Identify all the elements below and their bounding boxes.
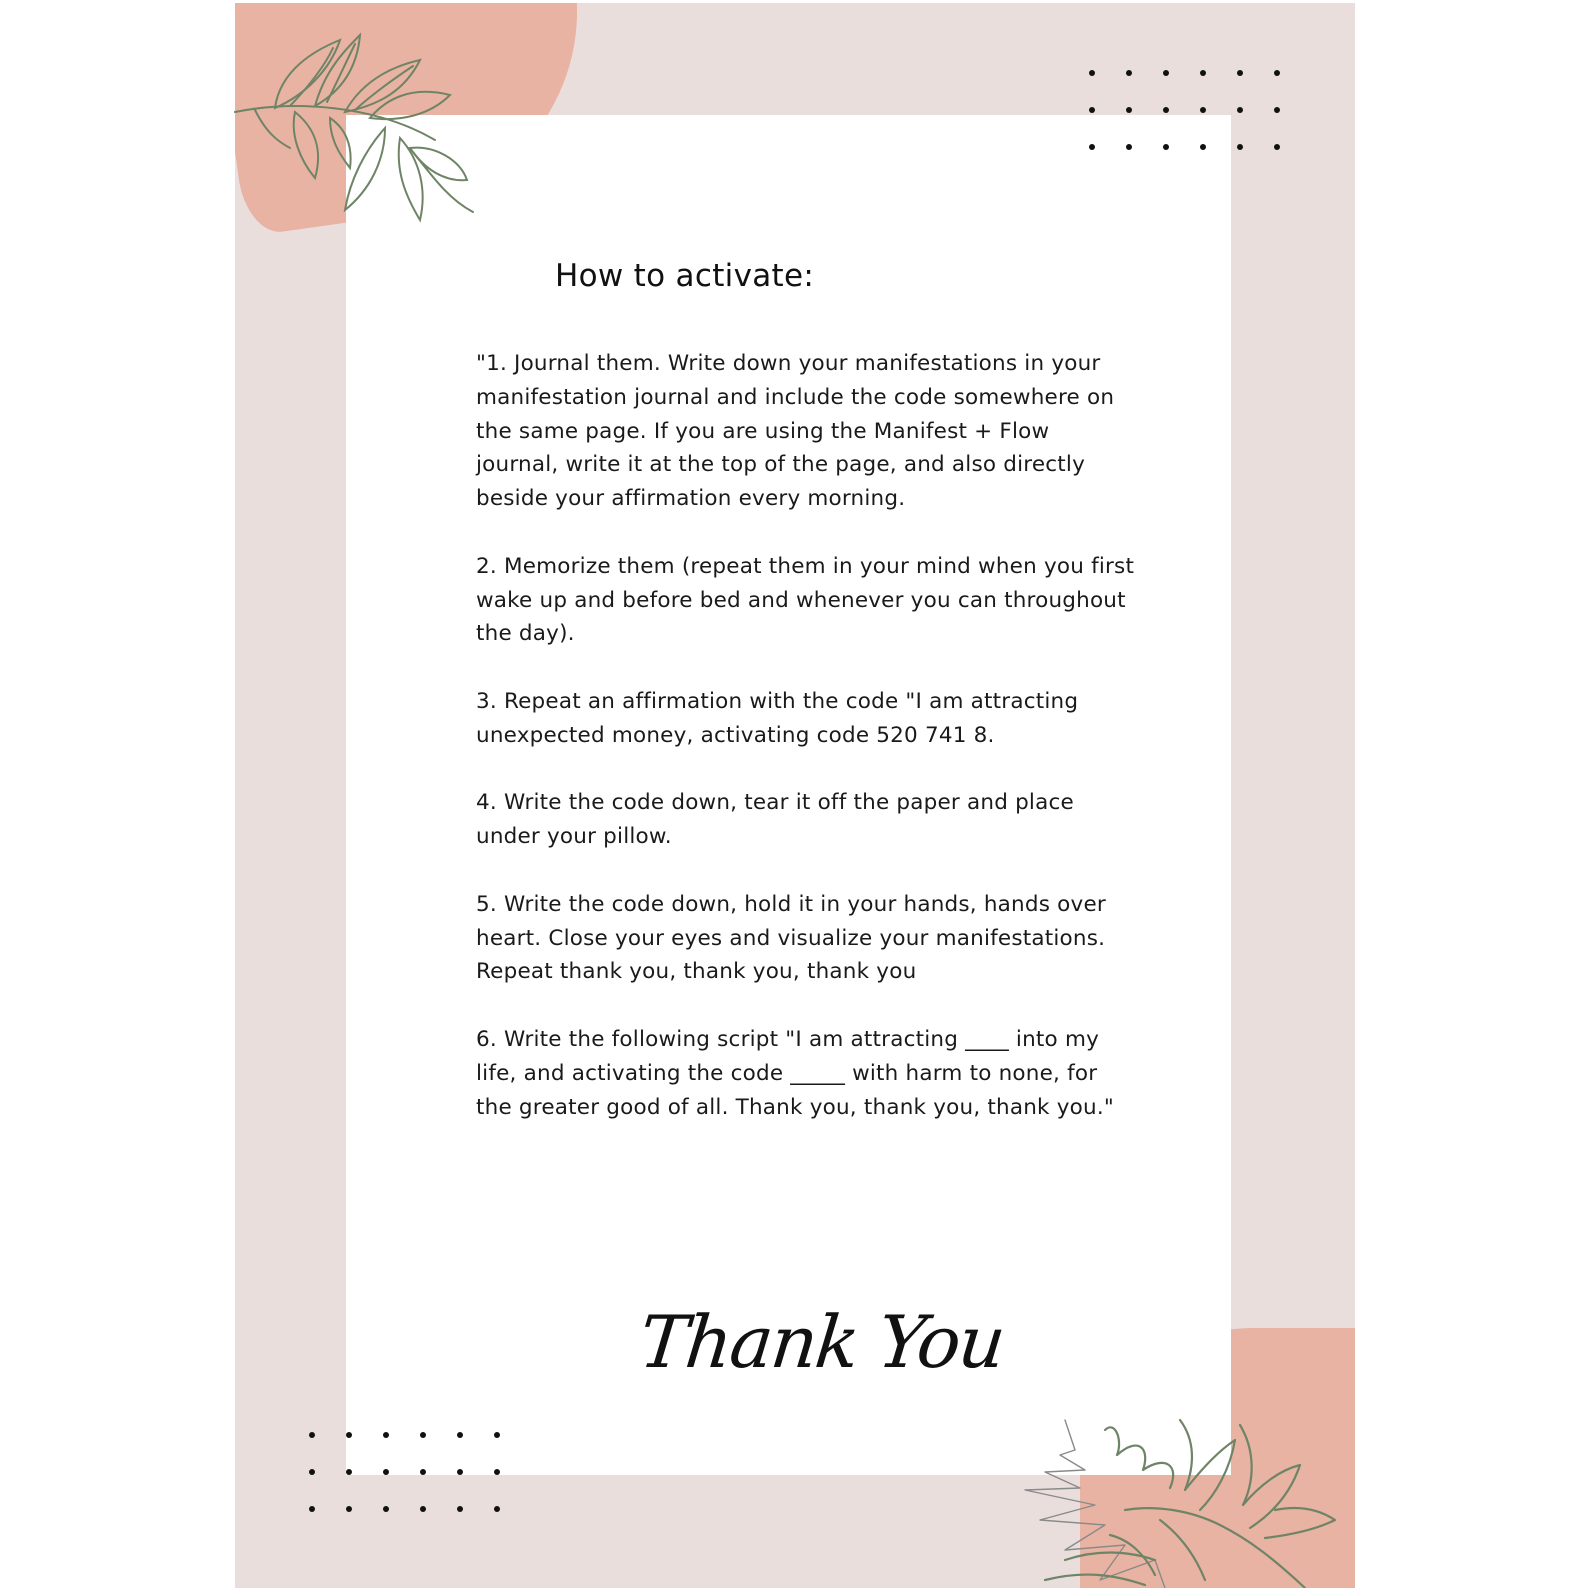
- step-2: 2. Memorize them (repeat them in your mind when you first wake up and before bed and whenever you can throughout the day).: [476, 553, 1135, 647]
- step-6: 6. Write the following script "I am attracting ____ into my life, and activating the code _____ with harm to none, for the greater good of all. Thank you, thank you, thank you.": [476, 1026, 1114, 1120]
- step-5: 5. Write the code down, hold it in your hands, hands over heart. Close your eyes and visualize your manifestations. Repeat thank you, thank you, thank you: [476, 891, 1106, 985]
- monstera-leaf-icon: [1005, 1410, 1355, 1588]
- step-4: 4. Write the code down, tear it off the paper and place under your pillow.: [476, 790, 1074, 850]
- leaf-branch-icon: [235, 30, 485, 230]
- step-1: "1. Journal them. Write down your manifestations in your manifestation journal and include the code somewhere on the same page. If you are using the Manifest + Flow journal, write it at the top of the page, and also directly beside your affirmation every morning.: [476, 351, 1115, 512]
- dot-grid-top-right: [1089, 70, 1280, 150]
- thank-you-signature: Thank You: [635, 1300, 1008, 1384]
- instructions-body: [476, 347, 1136, 1158]
- dot-grid-bottom-left: [309, 1432, 500, 1512]
- step-3: 3. Repeat an affirmation with the code "I am attracting unexpected money, activating code 520 741 8.: [476, 688, 1079, 748]
- page-title: How to activate:: [555, 258, 815, 294]
